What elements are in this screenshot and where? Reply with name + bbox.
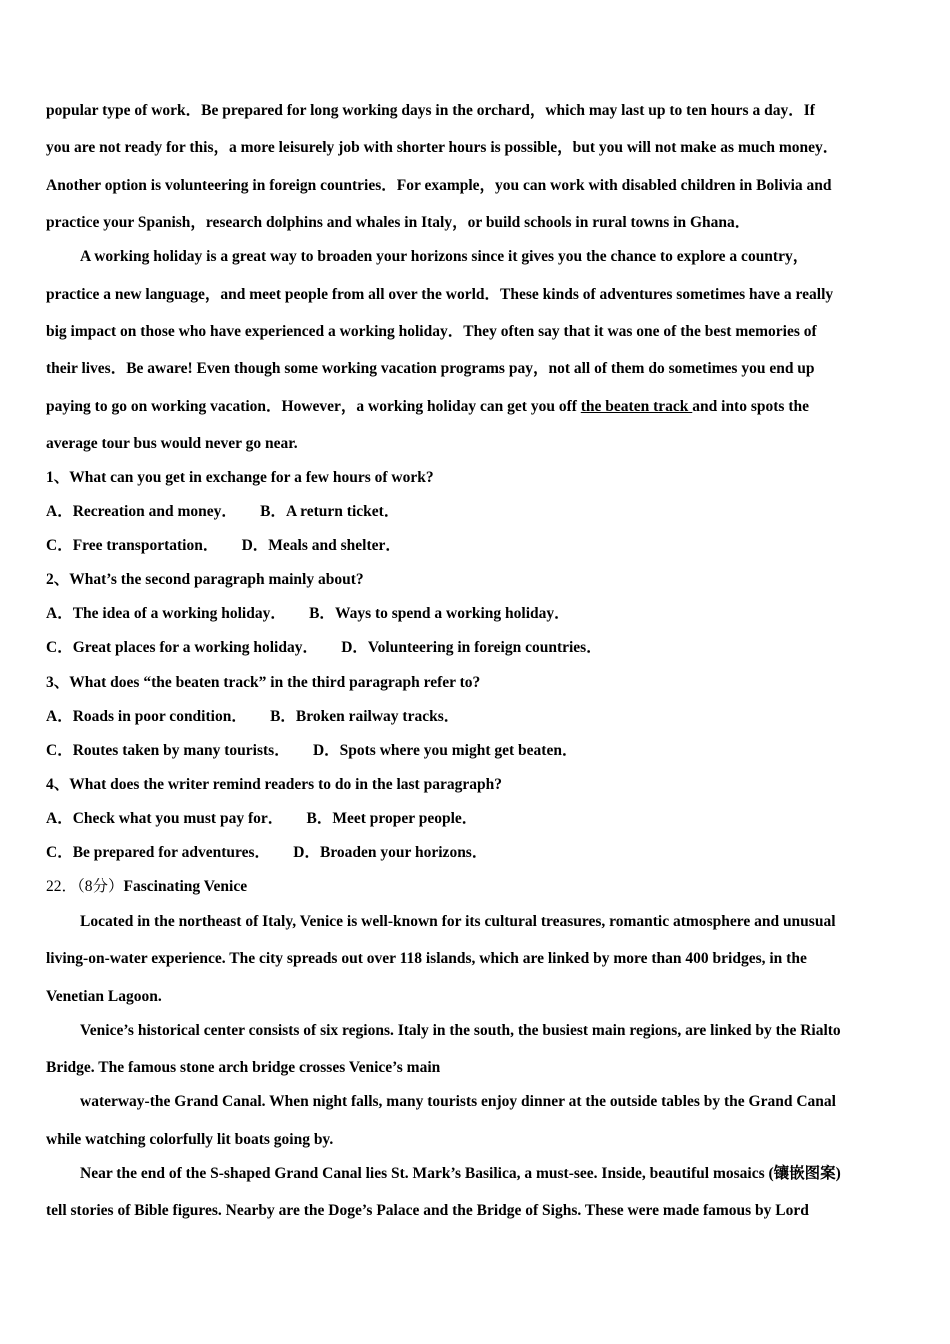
question-options: C．Free transportation． D．Meals and shelter． [46,537,401,554]
passage-line: waterway-the Grand Canal. When night falls, many tourists enjoy dinner at the outside tables by the Grand Canal [80,1093,836,1110]
passage-line: Near the end of the S-shaped Grand Canal lies St. Mark’s Basilica, a must-see. Inside, beautiful mosaics (镶嵌图案) [80,1165,841,1182]
section-heading [46,877,247,897]
passage-line: Located in the northeast of Italy, Venice is well-known for its cultural treasures, romantic atmosphere and unusual [80,913,836,930]
section-title: Fascinating Venice [123,878,248,895]
passage-text: paying to go on working vacation．However，a working holiday can get you off [46,398,581,415]
passage-line: Venetian Lagoon. [46,988,162,1005]
question-options: A．Check what you must pay for． B．Meet proper people． [46,810,478,827]
passage-line: big impact on those who have experienced a working holiday．They often say that it was one of the best memories of [46,323,817,340]
question-options: C．Routes taken by many tourists． D．Spots where you might get beaten． [46,742,578,759]
passage-line: their lives．Be aware! Even though some working vacation programs pay，not all of them do sometimes you end up [46,360,815,377]
passage-line: popular type of work．Be prepared for long working days in the orchard，which may last up to ten hours a day．If [46,102,815,119]
passage-line [46,397,809,417]
question-stem: 3、What does “the beaten track” in the third paragraph refer to? [46,674,481,691]
passage-text: and into spots the [692,398,809,415]
passage-line: living-on-water experience. The city spreads out over 118 islands, which are linked by more than 400 bridges, in the [46,950,807,967]
passage-line: practice a new language，and meet people from all over the world．These kinds of adventures sometimes have a really [46,286,834,303]
passage-line: Venice’s historical center consists of six regions. Italy in the south, the busiest main regions, are linked by the Rialto [80,1022,841,1039]
passage-line: Bridge. The famous stone arch bridge crosses Venice’s main [46,1059,441,1076]
question-options: A．The idea of a working holiday． B．Ways to spend a working holiday． [46,605,570,622]
passage-line: while watching colorfully lit boats going by. [46,1131,334,1148]
question-stem: 4、What does the writer remind readers to do in the last paragraph? [46,776,502,793]
passage-line: you are not ready for this，a more leisurely job with shorter hours is possible，but you will not make as much money． [46,139,839,156]
question-stem: 1、What can you get in exchange for a few hours of work? [46,469,434,486]
question-stem: 2、What’s the second paragraph mainly about? [46,571,364,588]
passage-line: tell stories of Bible figures. Nearby are the Doge’s Palace and the Bridge of Sighs. These were made famous by Lord [46,1202,809,1219]
passage-line: A working holiday is a great way to broaden your horizons since it gives you the chance to explore a country， [80,248,809,265]
passage-line: average tour bus would never go near. [46,435,298,452]
question-options: C．Great places for a working holiday． D．Volunteering in foreign countries． [46,639,602,656]
underlined-phrase: the beaten track [580,398,693,415]
question-options: A．Recreation and money． B．A return ticket． [46,503,400,520]
passage-line: Another option is volunteering in foreign countries．For example，you can work with disabled children in Bolivia and [46,177,832,194]
passage-line: practice your Spanish，research dolphins and whales in Italy，or build schools in rural towns in Ghana． [46,214,751,231]
question-number: 22．（8分） [46,878,124,895]
question-options: C．Be prepared for adventures． D．Broaden your horizons． [46,844,488,861]
question-options: A．Roads in poor condition． B．Broken railway tracks． [46,708,460,725]
